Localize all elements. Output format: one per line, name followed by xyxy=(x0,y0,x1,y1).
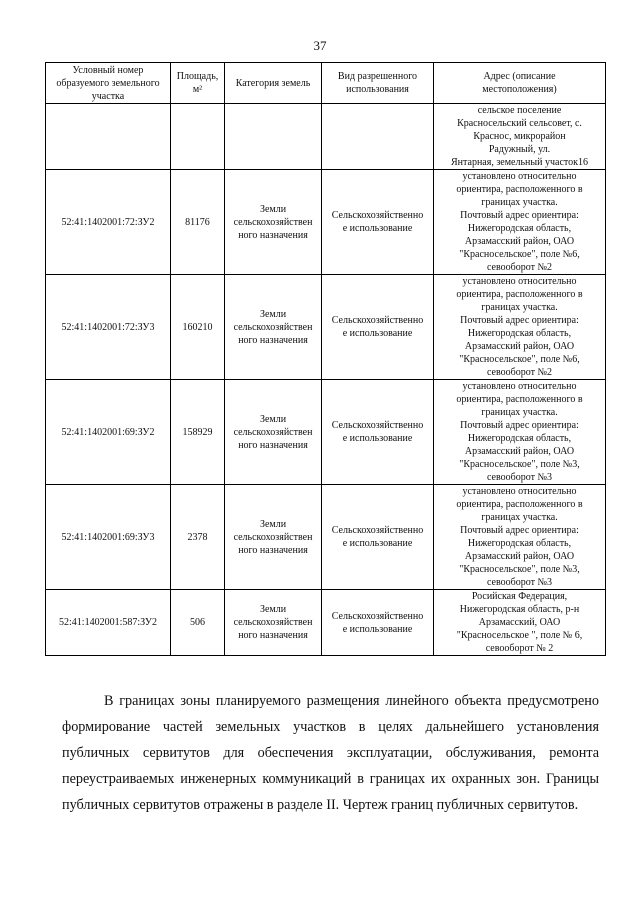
area-cell: 81176 xyxy=(171,170,225,275)
category-cell xyxy=(225,104,322,170)
plot-number-cell: 52:41:1402001:587:ЗУ2 xyxy=(46,590,171,656)
area-cell: 158929 xyxy=(171,380,225,485)
table-row xyxy=(46,275,606,380)
table-row-continuation xyxy=(46,104,606,170)
use-cell: Сельскохозяйственно е использование xyxy=(322,275,434,380)
address-cell: установлено относительно ориентира, расположенного в границах участка. Почтовый адрес ориентира: Нижегородская область, Арзамасский район, ОАО "Красносельское", поле №6, севооборот №2 xyxy=(434,170,606,275)
table-header-row xyxy=(46,63,606,104)
address-cell: установлено относительно ориентира, расположенного в границах участка. Почтовый адрес ориентира: Нижегородская область, Арзамасский район, ОАО "Красносельское", поле №6, севооборот №2 xyxy=(434,275,606,380)
area-cell xyxy=(171,104,225,170)
address-cell: установлено относительно ориентира, расположенного в границах участка. Почтовый адрес ориентира: Нижегородская область, Арзамасский район, ОАО "Красносельское", поле №3, севооборот №3 xyxy=(434,380,606,485)
category-cell: Земли сельскохозяйствен ного назначения xyxy=(225,380,322,485)
use-cell: Сельскохозяйственно е использование xyxy=(322,485,434,590)
category-cell: Земли сельскохозяйствен ного назначения xyxy=(225,485,322,590)
plot-number-cell: 52:41:1402001:69:ЗУ2 xyxy=(46,380,171,485)
area-cell: 506 xyxy=(171,590,225,656)
category-cell: Земли сельскохозяйствен ного назначения xyxy=(225,170,322,275)
address-cell: установлено относительно ориентира, расположенного в границах участка. Почтовый адрес ориентира: Нижегородская область, Арзамасский район, ОАО "Красносельское", поле №3, севооборот №3 xyxy=(434,485,606,590)
table-row xyxy=(46,170,606,275)
plot-number-cell xyxy=(46,104,171,170)
header-category: Категория земель xyxy=(225,63,322,104)
use-cell xyxy=(322,104,434,170)
header-permitted-use: Вид разрешенного использования xyxy=(322,63,434,104)
category-cell: Земли сельскохозяйствен ного назначения xyxy=(225,590,322,656)
table-row xyxy=(46,485,606,590)
use-cell: Сельскохозяйственно е использование xyxy=(322,380,434,485)
category-cell: Земли сельскохозяйствен ного назначения xyxy=(225,275,322,380)
area-cell: 160210 xyxy=(171,275,225,380)
paragraph-text: В границах зоны планируемого размещения линейного объекта предусмотрено формирование частей земельных участков в целях дальнейшего установления публичных сервитутов для обеспечения эксплуатации, обслуживания, ремонта переустраиваемых инженерных коммуникаций в границах их охранных зон. Границы публичных сервитутов отражены в разделе II. Чертеж границ публичных сервитутов. xyxy=(62,693,599,813)
table-row xyxy=(46,380,606,485)
body-paragraph xyxy=(62,688,599,818)
area-cell: 2378 xyxy=(171,485,225,590)
header-area: Площадь, м² xyxy=(171,63,225,104)
plot-number-cell: 52:41:1402001:72:ЗУ3 xyxy=(46,275,171,380)
use-cell: Сельскохозяйственно е использование xyxy=(322,170,434,275)
table-row xyxy=(46,590,606,656)
address-cell: сельское поселение Красносельский сельсовет, с. Краснос, микрорайон Радужный, ул. Янтарная, земельный участок16 xyxy=(434,104,606,170)
land-plots-table xyxy=(45,62,606,656)
plot-number-cell: 52:41:1402001:72:ЗУ2 xyxy=(46,170,171,275)
address-cell: Росийская Федерация, Нижегородская область, р-н Арзамасский, ОАО "Красносельское ", поле № 6, севооборот № 2 xyxy=(434,590,606,656)
plot-number-cell: 52:41:1402001:69:ЗУ3 xyxy=(46,485,171,590)
header-address: Адрес (описание местоположения) xyxy=(434,63,606,104)
use-cell: Сельскохозяйственно е использование xyxy=(322,590,434,656)
page-number: 37 xyxy=(313,38,327,53)
header-plot-number: Условный номер образуемого земельного участка xyxy=(46,63,171,104)
